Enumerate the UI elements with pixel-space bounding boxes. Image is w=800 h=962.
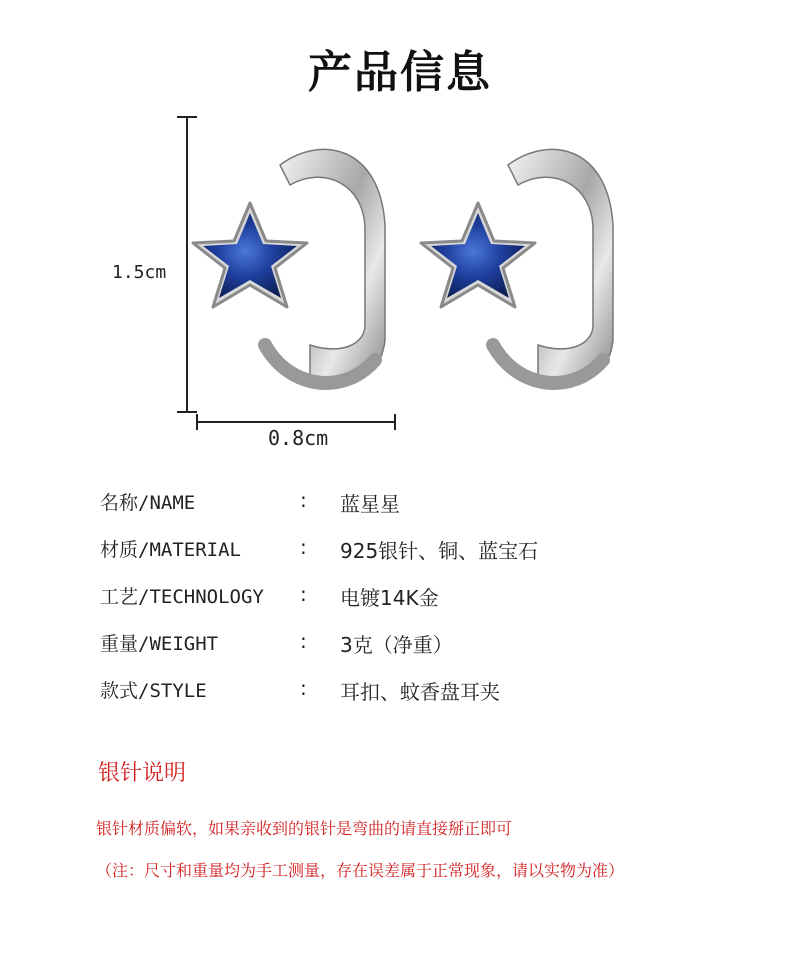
star-gem-earring-right-icon <box>421 149 613 383</box>
spec-row-style <box>100 676 720 723</box>
spec-sep: : <box>300 629 307 653</box>
width-label: 0.8cm <box>268 426 329 450</box>
spec-key: 款式/STYLE <box>100 680 207 702</box>
note-line-1: 银针材质偏软，如果亲收到的银针是弯曲的请直接掰正即可 <box>96 819 513 838</box>
star-gem-earring-left-icon <box>193 149 385 383</box>
spec-sep: : <box>300 535 307 559</box>
spec-row-weight <box>100 629 720 676</box>
spec-value: 耳扣、蚊香盘耳夹 <box>340 680 500 704</box>
spec-value: 蓝星星 <box>340 492 400 516</box>
note-title: 银针说明 <box>98 761 187 786</box>
spec-sep: : <box>300 582 307 606</box>
spec-row-technology <box>100 582 720 629</box>
note-line-2: （注：尺寸和重量均为手工测量，存在误差属于正常现象，请以实物为准） <box>96 861 625 880</box>
spec-key: 工艺/TECHNOLOGY <box>100 586 264 608</box>
page-title: 产品信息 <box>308 47 492 98</box>
height-dimension-line <box>177 117 197 412</box>
spec-sep: : <box>300 488 307 512</box>
spec-key: 名称/NAME <box>100 492 196 514</box>
spec-value: 3克（净重） <box>340 633 453 657</box>
spec-key: 重量/WEIGHT <box>100 633 219 655</box>
product-illustration <box>170 105 650 455</box>
spec-row-material <box>100 535 720 582</box>
spec-table <box>100 488 720 723</box>
height-label: 1.5cm <box>112 262 167 283</box>
spec-sep: : <box>300 676 307 700</box>
spec-row-name <box>100 488 720 535</box>
spec-value: 电镀14K金 <box>340 586 439 610</box>
spec-value: 925银针、铜、蓝宝石 <box>340 539 539 563</box>
spec-key: 材质/MATERIAL <box>100 539 241 561</box>
